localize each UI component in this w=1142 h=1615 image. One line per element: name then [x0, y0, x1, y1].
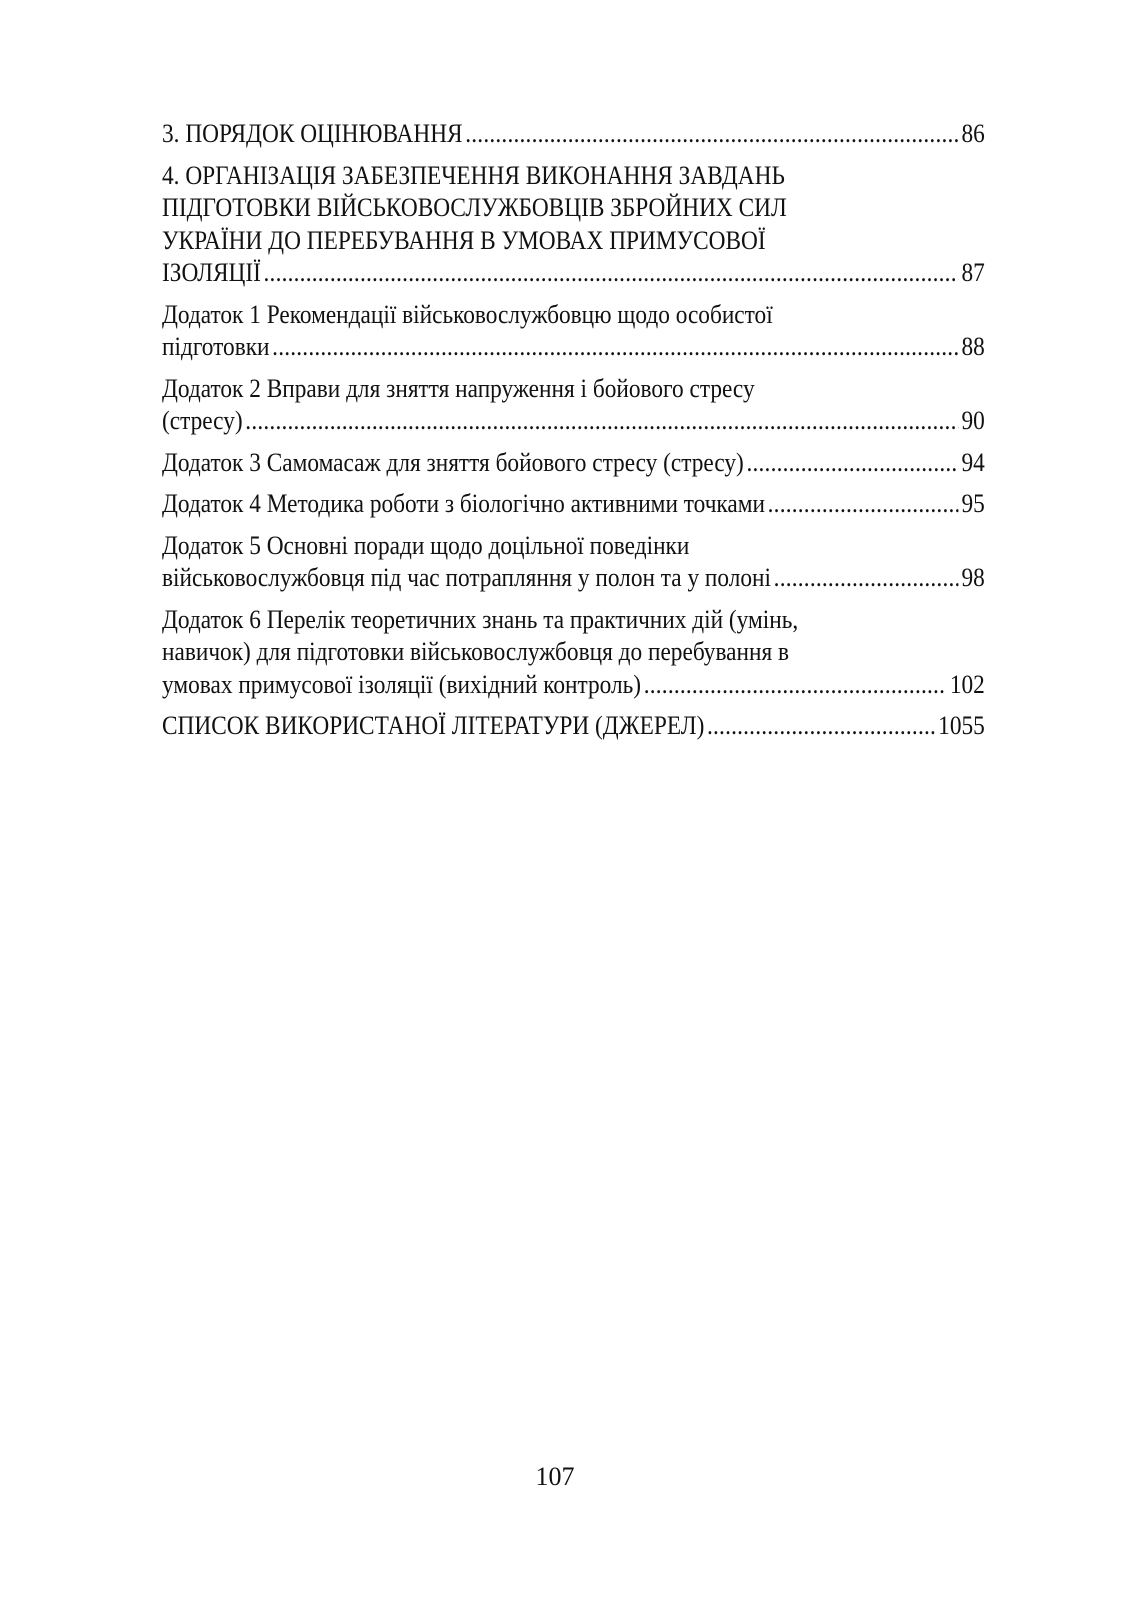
dot-leader: [707, 709, 935, 742]
toc-entry-line: [162, 191, 985, 224]
toc-entry-title: Додаток 4 Методика роботи з біологічно активними точками: [162, 488, 765, 518]
toc-entry-line: [162, 446, 985, 479]
toc-page-number: 98: [961, 562, 985, 592]
toc-entry-title: умовах примусової ізоляції (вихідний контроль): [162, 668, 642, 699]
toc-entry-line: [162, 256, 985, 289]
toc-entry[interactable]: [162, 603, 985, 701]
toc-entry-title: (стресу): [162, 405, 243, 435]
toc-entry-line: [162, 529, 985, 562]
toc-page-number: 1055: [938, 710, 985, 740]
toc-entry-title: 4. ОРГАНІЗАЦІЯ ЗАБЕЗПЕЧЕННЯ ВИКОНАННЯ ЗАВДАНЬ: [162, 159, 785, 190]
toc-entry-title: Додаток 1 Рекомендації військовослужбовцю щодо особистої: [162, 298, 773, 329]
toc-entry-line: [162, 487, 985, 520]
page-number: 107: [535, 1462, 575, 1491]
toc-entry-line: [162, 298, 985, 331]
toc-entry-title: підготовки: [162, 331, 270, 361]
toc-entry-title: Додаток 3 Самомасаж для зняття бойового стресу (стресу): [162, 446, 744, 477]
toc-entry-line: [162, 635, 985, 668]
dot-leader: [465, 117, 958, 150]
toc-entry-line: [162, 224, 985, 257]
toc-page-number: 90: [961, 405, 985, 435]
toc-page-number: 86: [961, 118, 985, 148]
toc-page-number: 88: [961, 331, 985, 361]
dot-leader: [264, 256, 958, 289]
dot-leader: [245, 404, 958, 437]
toc-entry-line: [162, 668, 985, 701]
toc-page-number: 87: [961, 257, 985, 287]
toc-entry[interactable]: [162, 709, 985, 742]
toc-entry-title: ПІДГОТОВКИ ВІЙСЬКОВОСЛУЖБОВЦІВ ЗБРОЙНИХ СИЛ: [162, 192, 787, 222]
toc-entry[interactable]: [162, 529, 985, 594]
toc-page-number: 95: [961, 488, 985, 518]
toc-entry-title: УКРАЇНИ ДО ПЕРЕБУВАННЯ В УМОВАХ ПРИМУСОВОЇ: [162, 224, 766, 255]
toc-entry-line: [162, 330, 985, 363]
toc-entry-title: 3. ПОРЯДОК ОЦІНЮВАННЯ: [162, 118, 463, 148]
toc-entry-title: навичок) для підготовки військовослужбовця до перебування в: [162, 636, 790, 666]
toc-page-number: 94: [961, 446, 985, 477]
dot-leader: [272, 330, 958, 363]
toc-entry-title: Додаток 6 Перелік теоретичних знань та практичних дій (умінь,: [162, 603, 799, 634]
table-of-contents: [162, 117, 985, 751]
toc-entry-title: військовослужбовця під час потрапляння у полон та у полоні: [162, 562, 772, 592]
toc-entry-line: [162, 404, 985, 437]
dot-leader: [746, 446, 958, 479]
toc-entry-title: ІЗОЛЯЦІЇ: [162, 257, 261, 287]
toc-entry-line: [162, 561, 985, 594]
dot-leader: [644, 668, 947, 701]
toc-entry[interactable]: [162, 117, 985, 150]
toc-entry[interactable]: [162, 487, 985, 520]
toc-page-number: 102: [949, 668, 985, 699]
toc-entry[interactable]: [162, 298, 985, 363]
toc-entry[interactable]: [162, 159, 985, 289]
toc-entry-line: [162, 117, 985, 150]
toc-entry-line: [162, 372, 985, 405]
toc-entry-line: [162, 159, 985, 192]
toc-entry-title: Додаток 2 Вправи для зняття напруження і бойового стресу: [162, 372, 755, 403]
toc-entry-title: СПИСОК ВИКОРИСТАНОЇ ЛІТЕРАТУРИ (ДЖЕРЕЛ): [162, 710, 705, 740]
toc-entry-title: Додаток 5 Основні поради щодо доцільної поведінки: [162, 529, 690, 560]
dot-leader: [768, 487, 958, 520]
toc-entry[interactable]: [162, 446, 985, 479]
dot-leader: [774, 561, 958, 594]
toc-entry-line: [162, 603, 985, 636]
toc-entry-line: [162, 709, 985, 742]
toc-entry[interactable]: [162, 372, 985, 437]
